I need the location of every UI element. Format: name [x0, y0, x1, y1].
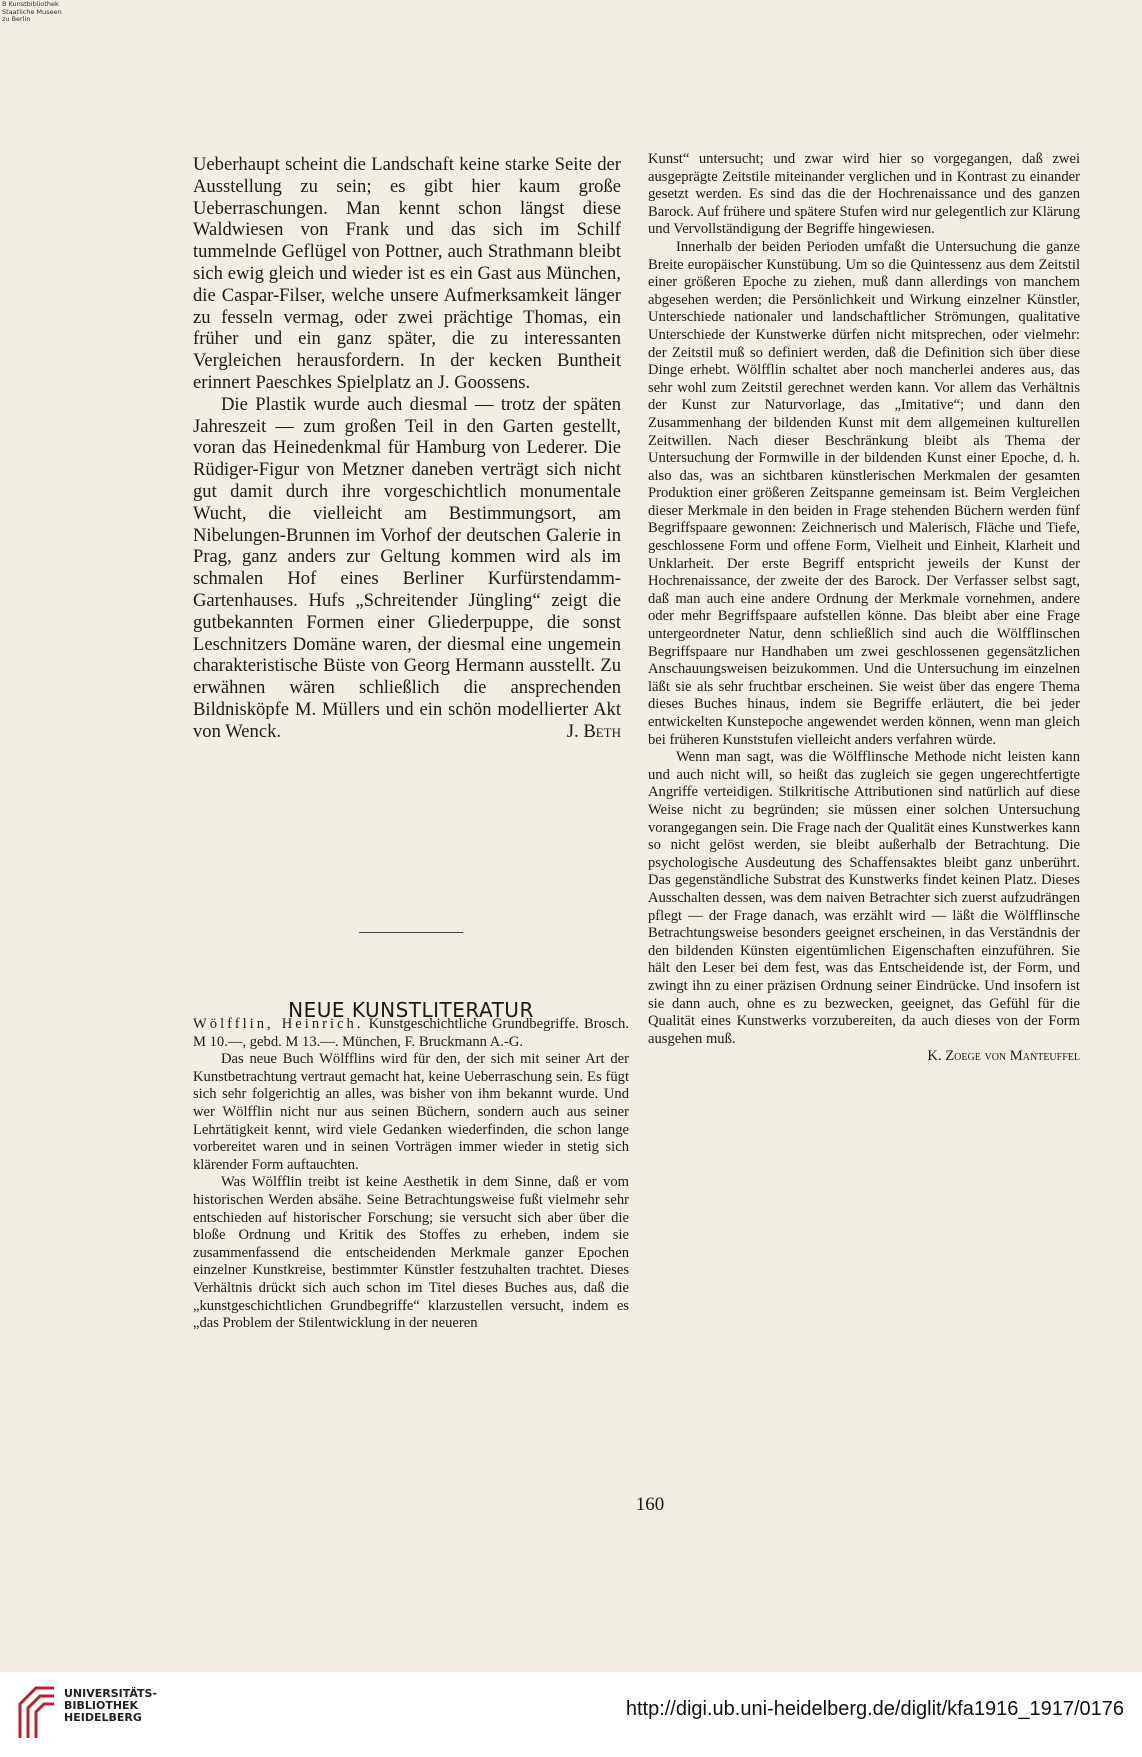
paragraph: Innerhalb der beiden Perioden umfaßt die Untersuchung die ganze Breite europäischer Kunstübung. Um so die Quintessenz aus dem Zeitstil einer größeren Epoche zu ziehen, muß dann allerdings von manchem abgesehen werden; die Persönlichkeit und Wirkung einzelner Künstler, Unterschiede nationaler und landschaftlicher Strömungen, qualitative Unterschiede der Kunstwerke dürfen nicht mitsprechen, oder vielmehr: der Zeitstil muß so definiert werden, daß die Definition sich über diese Dinge erhebt. Wölfflin schaltet aber noch mancherlei anderes aus, das sehr wohl zum Zeitstil gerechnet werden kann. Vor allem das Verhältnis der Kunst zur Naturvorlage, das „Imitative“; und dann den Zusammenhang der bildenden Kunst mit dem allgemeinen kulturellen Zeitwillen. Nach dieser Beschränkung bleibt als Thema der Untersuchung der Formwille in der bildenden Kunst einer Epoche, d. h. also das, was an sichtbaren künstlerischen Merkmalen der gesamten Produktion einer größeren Zeitspanne gemeinsam ist. Beim Vergleichen dieser Merkmale in den beiden in Frage stehenden Büchern werden fünf Begriffspaare gewonnen: Zeichnerisch und Malerisch, Fläche und Tiefe, geschlossene Form und offene Form, Vielheit und Einheit, Klarheit und Unklarheit. Der erste Begriff entspricht jeweils der Kunst der Hochrenaissance, der zweite der des Barock. Der Verfasser selbst sagt, daß man auch eine andere Ordnung der Merkmale vornehmen, andere oder mehr Begriffspaare aufstellen könne. Das bleibt aber eine Frage untergeordneter Natur, denn schließlich sind auch die Wölfflinschen Begriffspaare nur Handhaben um zwei geschlossenen gegensätzlichen Anschauungsweisen beizukommen. Und die Untersuchung im einzelnen läßt sie als sehr fruchtbar erscheinen. Sie weist über das engere Thema dieses Buches hinaus, indem sie Begriffe erläutert, die bei jeder entwickelten Kunstepoche angewendet werden können, wenn man gleich bei früheren Kunststufen vielleicht anders verfahren würde. [648, 238, 1080, 748]
library-name-line: UNIVERSITÄTS- [64, 1687, 158, 1700]
stamp-line: zu Berlin [2, 15, 31, 23]
library-name [64, 1688, 184, 1724]
library-name-line: HEIDELBERG [64, 1711, 142, 1724]
paragraph: Das neue Buch Wölfflins wird für den, der sich mit seiner Art der Kunstbetrachtung vertraut gemacht hat, keine Ueberraschung sein. Es fügt sich sehr folgerichtig an alles, was bisher von ihm bekannt wurde. Und wer Wölfflin nicht nur aus seinen Büchern, sondern auch aus seiner Lehrtätigkeit kennt, wird viele Gedanken wiederfinden, die schon lange vorbereitet waren und in seinen Vorträgen immer wieder in stetig sich klärender Form auftauchten. [193, 1051, 629, 1173]
author-signature: K. Zoege von Manteuffel [927, 1048, 1080, 1065]
paragraph-text: Die Plastik wurde auch diesmal — trotz der späten Jahreszeit — zum großen Teil in den Garten gestellt, voran das Heinedenkmal für Hamburg von Lederer. Die Rüdiger-Figur von Metzner daneben verträgt sich nicht gut damit durch ihre vorgeschichtlich monumentale Wucht, die vielleicht am Bestimmungsort, am Nibelungen-Brunnen im Vorhof der deutschen Galerie in Prag, ganz anders zur Geltung kommen wird als im schmalen Hof eines Berliner Kurfürstendamm-Gartenhauses. Hufs „Schreitender Jüngling“ zeigt die gutbekannten Formen einer Gliederpuppe, die sonst Leschnitzers Domäne waren, der diesmal eine ungemein charakteristische Büste von Georg Hermann ausstellt. Zu erwähnen wären schließlich die ansprechenden Bildnisköpfe M. Müllers und ein schön modellierter Akt von Wenck. [193, 393, 621, 742]
section-divider [359, 932, 463, 933]
library-logo-icon [16, 1684, 58, 1742]
footer-bar [0, 1672, 1142, 1757]
book-author: Wölfflin, Heinrich. [193, 1016, 364, 1032]
right-column [648, 151, 1080, 1066]
page-number: 160 [635, 1494, 665, 1515]
left-column-review [193, 1016, 629, 1333]
library-stamp [2, 1, 62, 24]
paragraph: Was Wölfflin treibt ist keine Aesthetik in dem Sinne, daß er vom historischen Werden absähe. Seine Betrachtungsweise fußt vielmehr sehr entschieden auf historischer Forschung; sie versucht sich aber über die bloße Ordnung und Kritik des Stoffes zu erheben, indem sie zusammenfassend die entscheidenden Merkmale ganzer Epochen einzelner Kunstkreise, bestimmter Künstler festzuhalten trachtet. Dieses Verhältnis drückt sich auch schon im Titel dieses Buches aus, daß die „kunstgeschichtlichen Grundbegriffe“ klarzustellen versucht, indem es „das Problem der Stilentwicklung in der neueren [193, 1174, 629, 1332]
stamp-line: B Kunstbibliothek [2, 0, 59, 8]
left-column-top [193, 154, 621, 743]
paragraph [193, 394, 621, 743]
section-heading: NEUE KUNSTLITERATUR [288, 997, 534, 1022]
stamp-line: Staatliche Museen [2, 7, 62, 16]
author-signature: J. Beth [566, 720, 621, 742]
paragraph: Kunst“ untersucht; und zwar wird hier so vorgegangen, daß zwei ausgeprägte Zeitstile miteinander verglichen und in Kontrast zu einander gesetzt werden. Es sind das die der Hochrenaissance und des ganzen Barock. Auf frühere und spätere Stufen wird nur gelegentlich zur Klärung und Vervollständigung der Begriffe hingewiesen. [648, 151, 1080, 238]
book-details: Kunstgeschichtliche Grundbegriffe. Brosch. M 10.—, gebd. M 13.—. München, F. Bruckmann A.-G. [193, 1016, 629, 1050]
paragraph: Wenn man sagt, was die Wölfflinsche Methode nicht leisten kann und auch nicht will, so heißt das zugleich sie gegen ungerechtfertigte Angriffe verteidigen. Stilkritische Attributionen sind natürlich auf diese Weise nicht zu begründen; sie müssen einer solchen Untersuchung vorangegangen sein. Die Frage nach der Qualität eines Kunstwerkes kann so nicht gelöst werden, sie bleibt außerhalb der Betrachtung. Die psychologische Ausdeutung des Schaffensaktes bleibt ganz unberührt. Das gegenständliche Substrat des Kunstwerks findet keinen Platz. Dieses Ausschalten dessen, was dem naiven Betrachter sich zuerst aufzudrängen pflegt — der Frage danach, was erzählt wird — läßt die Wölfflinsche Betrachtungsweise besonders geeignet erscheinen, in das Verständnis der den bildenden Künsten eigentümlichen Eigenschaften einzuführen. Sie hält den Leser bei dem fest, was das Entscheidende ist, der Form, und zwingt ihn zu einer präzisen Ordnung seiner Eindrücke. Und insofern ist sie dann auch, ohne es zu bezwecken, geeignet, das Gefühl für die Qualität eines Kunstwerks vorzubereiten, da auch dieses von der Form ausgehen muß. [648, 749, 1080, 1047]
library-name-line: BIBLIOTHEK [64, 1699, 139, 1712]
paragraph: Ueberhaupt scheint die Landschaft keine starke Seite der Ausstellung zu sein; es gibt hier kaum große Ueberraschungen. Man kennt schon längst diese Waldwiesen von Frank und das sich im Schilf tummelnde Geflügel von Pottner, auch Strathmann bleibt sich ewig gleich und wieder ist es ein Gast aus München, die Caspar-Filser, welche unsere Aufmerksamkeit länger zu fesseln vermag, oder zwei prächtige Thomas, ein früher und ein ganz später, die zu interessanten Vergleichen herausfordern. In der kecken Buntheit erinnert Paeschkes Spielplatz an J. Goossens. [193, 154, 621, 393]
source-url-link[interactable]: http://digi.ub.uni-heidelberg.de/diglit/kfa1916_1917/0176 [625, 1698, 1124, 1720]
book-entry [193, 1016, 629, 1051]
